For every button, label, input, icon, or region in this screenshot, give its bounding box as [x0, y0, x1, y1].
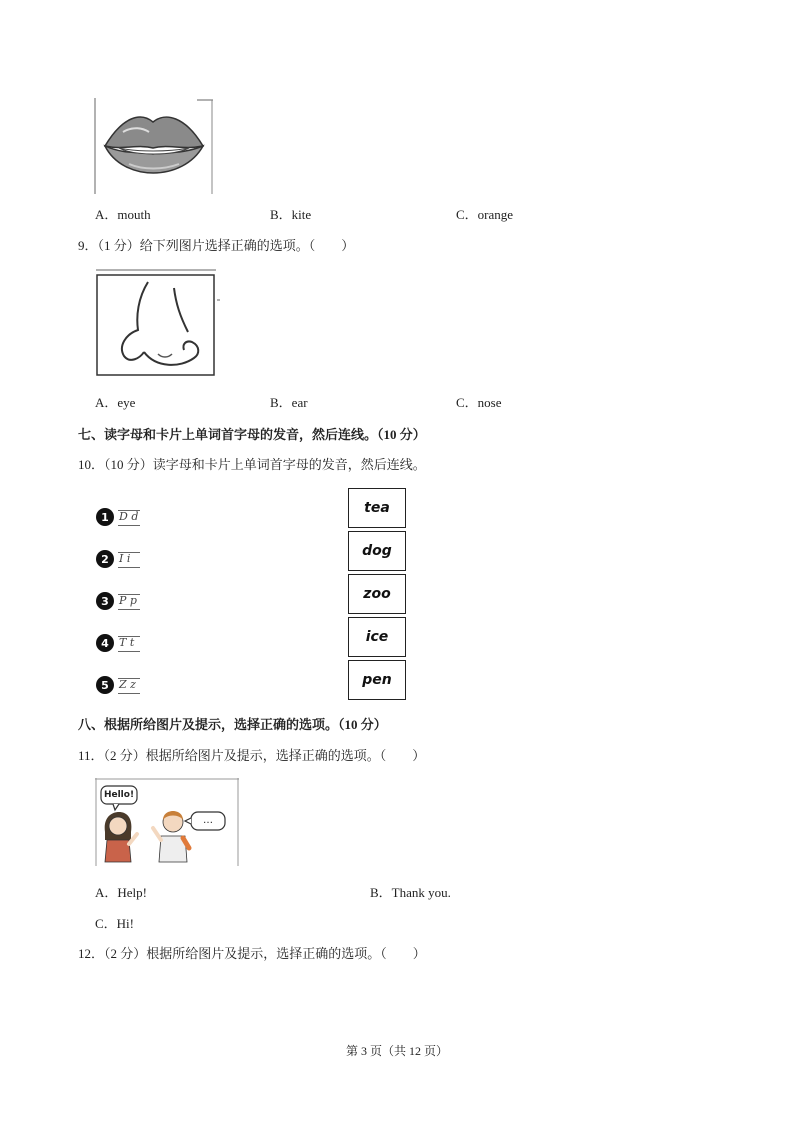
- letter-pair-1: D d: [119, 510, 139, 523]
- q11-option-a[interactable]: A．Help!: [95, 885, 147, 900]
- page-footer: 第 3 页（共 12 页）: [346, 1044, 449, 1058]
- greeting-scene-image: [95, 778, 239, 866]
- q8-option-b[interactable]: B．kite: [270, 207, 312, 222]
- q11-stem: 11．（2 分）根据所给图片及提示，选择正确的选项。（ ）: [78, 748, 426, 763]
- letter-pair-5: Z z: [119, 678, 136, 691]
- ellipsis-bubble-text: …: [203, 815, 213, 826]
- section7-heading: 七、读字母和卡片上单词首字母的发音，然后连线。（10 分）: [78, 427, 426, 442]
- item-number-4: 4: [96, 634, 114, 652]
- q8-option-a[interactable]: A．mouth: [95, 207, 151, 222]
- q10-stem: 10．（10 分）读字母和卡片上单词首字母的发音，然后连线。: [78, 457, 426, 472]
- q11-option-b[interactable]: B．Thank you.: [370, 885, 451, 900]
- item-number-1: 1: [96, 508, 114, 526]
- q9-stem: 9．（1 分）给下列图片选择正确的选项。（ ）: [78, 238, 355, 253]
- q11-option-c[interactable]: C．Hi!: [95, 916, 135, 931]
- q9-option-a[interactable]: A．eye: [95, 395, 136, 410]
- item-number-3: 3: [96, 592, 114, 610]
- letter-pair-4: T t: [119, 636, 135, 649]
- q12-stem: 12．（2 分）根据所给图片及提示，选择正确的选项。（ ）: [78, 946, 426, 961]
- q9-option-c[interactable]: C．nose: [456, 395, 502, 410]
- q8-option-c[interactable]: C．orange: [456, 207, 514, 222]
- word-card-5[interactable]: pen: [348, 660, 406, 700]
- letter-pair-2: I i: [119, 552, 131, 565]
- section8-heading: 八、根据所给图片及提示，选择正确的选项。（10 分）: [78, 717, 387, 732]
- item-number-5: 5: [96, 676, 114, 694]
- item-number-2: 2: [96, 550, 114, 568]
- q9-option-b[interactable]: B．ear: [270, 395, 308, 410]
- word-card-2[interactable]: dog: [348, 531, 406, 571]
- letter-pair-3: P p: [119, 594, 137, 607]
- word-card-3[interactable]: zoo: [348, 574, 406, 614]
- hello-bubble-text: Hello!: [103, 790, 135, 800]
- lips-image: [93, 98, 215, 194]
- word-card-4[interactable]: ice: [348, 617, 406, 657]
- nose-image: [96, 268, 220, 376]
- word-card-1[interactable]: tea: [348, 488, 406, 528]
